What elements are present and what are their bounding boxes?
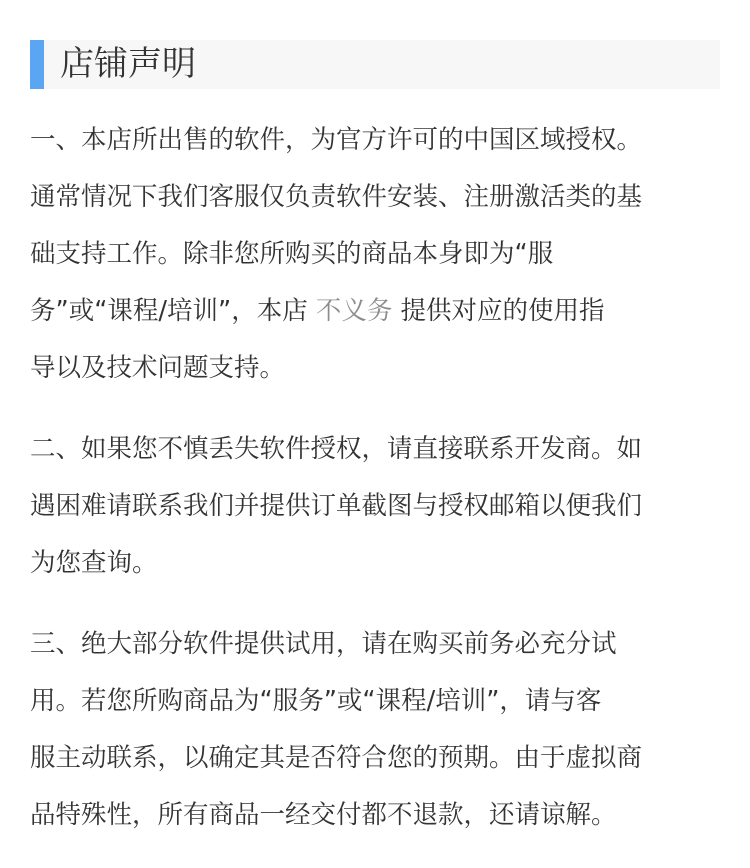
statement-content xyxy=(30,112,720,868)
paragraph-line: 品特殊性，所有商品一经交付都不退款，还请谅解。 xyxy=(30,800,617,830)
section-header xyxy=(30,40,720,89)
paragraph-line: 三、绝大部分软件提供试用，请在购买前务必充分试 xyxy=(30,629,617,659)
muted-text: 不义务 xyxy=(315,296,393,326)
paragraph-line xyxy=(30,283,720,340)
paragraph-line: 通常情况下我们客服仅负责软件安装、注册激活类的基 xyxy=(30,182,643,212)
paragraph-line: 服主动联系，以确定其是否符合您的预期。由于虚拟商 xyxy=(30,743,643,773)
line-text: 提供对应的使用指 xyxy=(392,296,605,326)
paragraph-1 xyxy=(30,112,720,397)
paragraph-line: 导以及技术问题支持。 xyxy=(30,353,286,383)
paragraph-line: 一、本店所出售的软件，为官方许可的中国区域授权。 xyxy=(30,125,643,155)
page-title: 店铺声明 xyxy=(60,44,196,84)
header-accent-bar xyxy=(30,40,44,89)
paragraph-line: 为您查询。 xyxy=(30,548,158,578)
paragraph-line: 二、如果您不慎丢失软件授权，请直接联系开发商。如 xyxy=(30,434,643,464)
line-text: 务”或“课程/培训”，本店 xyxy=(30,296,316,326)
paragraph-3 xyxy=(30,616,720,844)
paragraph-line: 用。若您所购商品为“服务”或“课程/培训”，请与客 xyxy=(30,686,602,716)
paragraph-2 xyxy=(30,421,720,592)
paragraph-line: 遇困难请联系我们并提供订单截图与授权邮箱以便我们 xyxy=(30,491,643,521)
paragraph-line: 础支持工作。除非您所购买的商品本身即为“服 xyxy=(30,239,554,269)
